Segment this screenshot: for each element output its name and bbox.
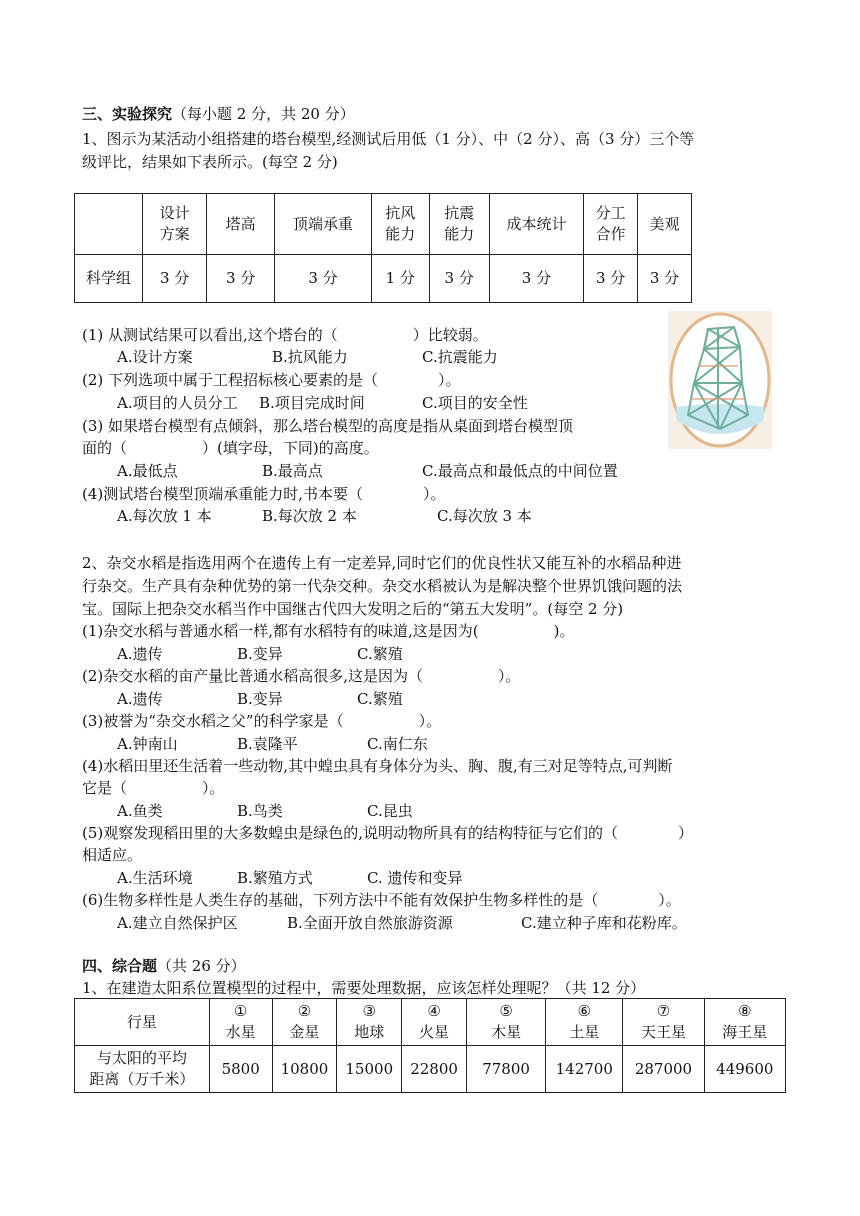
planet-number: ⑧ [738, 1002, 752, 1020]
q1-sub3-options [117, 460, 618, 482]
planet-name: 金星 [289, 1023, 320, 1041]
table-cell: 3 分 [584, 255, 638, 303]
option-b: B.项目完成时间 [259, 394, 365, 412]
q2-sub3: (3)被誉为“杂交水稻之父”的科学家是（ ）。 [82, 712, 442, 730]
table-header-cell [143, 194, 207, 255]
planet-header-cell [402, 999, 467, 1046]
q1-sub2: (2) 下列选项中属于工程招标核心要素的是（ ）。 [82, 371, 461, 389]
option-b: B.最高点 [262, 462, 323, 480]
header-text: 能力 [444, 225, 475, 243]
header-text: 分工 [595, 204, 626, 222]
option-b: B.繁殖方式 [237, 869, 313, 887]
header-text: 塔高 [225, 214, 256, 233]
planet-header-cell [704, 999, 785, 1046]
q1-sub3-line2: 面的（ ）(填字母，下同)的高度。 [82, 439, 379, 457]
option-c: C.每次放 3 本 [437, 507, 532, 525]
q1-sub4-options [117, 505, 532, 527]
option-a: A.项目的人员分工 [117, 394, 238, 412]
option-a: A.每次放 1 本 [117, 507, 212, 525]
distance-value: 5800 [209, 1046, 272, 1093]
planet-number: ⑥ [577, 1002, 591, 1020]
option-c: C.抗震能力 [422, 348, 498, 366]
q1-sub4: (4)测试塔台模型顶端承重能力时,书本要（ ）。 [82, 485, 446, 503]
option-a: A.钟南山 [117, 735, 178, 753]
table-row [75, 255, 692, 303]
q2-sub3-options [117, 733, 428, 755]
planet-name: 土星 [569, 1023, 600, 1041]
header-text: 抗震 [444, 204, 475, 222]
q2-sub1-options [117, 643, 403, 665]
q1-stem-line1: 1、图示为某活动小组搭建的塔台模型,经测试后用低（1 分）、中（2 分）、高（3 分）三个等 [82, 130, 695, 148]
table-header-cell [371, 194, 429, 255]
planet-number: ① [233, 1002, 248, 1020]
q2-sub5-line1: (5)观察发现稻田里的大多数蝗虫是绿色的,说明动物所具有的结构特征与它们的（ ） [82, 824, 694, 842]
section-3-title: 三、实验探究 [82, 105, 173, 123]
q2-sub4-options [117, 800, 413, 822]
table-header-cell [275, 194, 372, 255]
table-header-cell [207, 194, 275, 255]
distance-label-line1: 与太阳的平均 [96, 1049, 187, 1067]
distance-value: 10800 [272, 1046, 337, 1093]
section-3-note: （每小题 2 分，共 20 分） [172, 105, 355, 123]
planet-name: 天王星 [640, 1023, 686, 1041]
option-b: B.鸟类 [237, 802, 283, 820]
table-cell: 3 分 [207, 255, 275, 303]
table-row [75, 1046, 786, 1093]
planet-name: 木星 [491, 1023, 522, 1041]
distance-value: 15000 [337, 1046, 402, 1093]
q2-stem-line2: 行杂交。生产具有杂种优势的第一代杂交种。杂交水稻被认为是解决整个世界饥饿问题的法 [82, 577, 683, 595]
option-b: B.变异 [237, 690, 283, 708]
header-text: 方案 [159, 225, 190, 243]
table-header-cell [489, 194, 584, 255]
table-header-cell [584, 194, 638, 255]
table-header-cell: 行星 [75, 999, 210, 1046]
section-3-heading [82, 103, 355, 125]
q2-stem-line1: 2、杂交水稻是指选用两个在遗传上有一定差异,同时它们的优良性状又能互补的水稻品种进 [82, 554, 682, 572]
section-4-heading [82, 955, 246, 977]
option-a: A.设计方案 [117, 348, 193, 366]
table-cell: 3 分 [489, 255, 584, 303]
q2-sub4-line1: (4)水稻田里还生活着一些动物,其中蝗虫具有身体分为头、胸、腹,有三对足等特点,可判断 [82, 757, 673, 775]
distance-value: 449600 [704, 1046, 785, 1093]
table-cell-empty [75, 194, 143, 255]
q1-sub3-line1: (3) 如果塔台模型有点倾斜，那么塔台模型的高度是指从桌面到塔台模型顶 [82, 417, 574, 435]
header-text: 成本统计 [506, 214, 567, 233]
option-c: C.最高点和最低点的中间位置 [422, 462, 618, 480]
option-a: A.鱼类 [117, 802, 163, 820]
planet-number: ④ [427, 1002, 441, 1020]
planet-name: 火星 [419, 1023, 450, 1041]
planet-number: ② [297, 1002, 312, 1020]
table-cell: 3 分 [638, 255, 692, 303]
planet-header-cell [209, 999, 272, 1046]
planet-number: ⑤ [499, 1002, 513, 1020]
distance-label-line2: 距离（万千米） [89, 1070, 195, 1088]
planet-header-cell [546, 999, 623, 1046]
planet-name: 地球 [354, 1023, 385, 1041]
tower-score-table [74, 193, 692, 303]
option-c: C.项目的安全性 [422, 394, 528, 412]
table-cell: 3 分 [143, 255, 207, 303]
distance-value: 77800 [466, 1046, 545, 1093]
table-cell: 科学组 [75, 255, 143, 303]
q2-sub5-options [117, 867, 462, 889]
header-text: 抗风 [385, 204, 416, 222]
option-b: B.抗风能力 [272, 348, 348, 366]
option-a: A.遗传 [117, 645, 163, 663]
planet-header-cell [623, 999, 704, 1046]
q2-sub4-line2: 它是（ ）。 [82, 779, 225, 797]
option-c: C.昆虫 [367, 802, 413, 820]
header-text: 设计 [159, 204, 190, 222]
q1-sub1: (1) 从测试结果可以看出,这个塔台的（ ）比较弱。 [82, 326, 488, 344]
q2-sub1: (1)杂交水稻与普通水稻一样,都有水稻特有的味道,这是因为( )。 [82, 622, 575, 640]
planet-distance-table [74, 998, 786, 1093]
option-c: C.南仁东 [367, 735, 428, 753]
option-b: B.每次放 2 本 [262, 507, 357, 525]
planet-header-cell [272, 999, 337, 1046]
table-header-cell [429, 194, 489, 255]
table-cell [75, 1046, 210, 1093]
section-4-note: （共 26 分） [157, 957, 246, 975]
q4-1-stem: 1、在建造太阳系位置模型的过程中，需要处理数据，应该怎样处理呢？（共 12 分） [82, 979, 646, 997]
tower-model-picture [668, 311, 772, 449]
q2-sub6-options [117, 912, 687, 934]
option-c: C. 遗传和变异 [367, 869, 463, 887]
option-c: C.繁殖 [357, 690, 403, 708]
planet-name: 海王星 [722, 1023, 768, 1041]
planet-header-cell [337, 999, 402, 1046]
q1-sub1-options [117, 346, 498, 368]
table-header-cell [638, 194, 692, 255]
option-c: C.繁殖 [357, 645, 403, 663]
q1-sub2-options [117, 392, 528, 414]
q1-stem-line2: 级评比，结果如下表所示。(每空 2 分) [82, 153, 338, 171]
header-text: 能力 [385, 225, 416, 243]
option-a: A.最低点 [117, 462, 178, 480]
distance-value: 287000 [623, 1046, 704, 1093]
header-text: 顶端承重 [292, 214, 353, 233]
option-b: B.全面开放自然旅游资源 [287, 914, 453, 932]
q2-sub2: (2)杂交水稻的亩产量比普通水稻高很多,这是因为（ ）。 [82, 667, 521, 685]
option-a: A.生活环境 [117, 869, 193, 887]
option-a: A.遗传 [117, 690, 163, 708]
distance-value: 22800 [402, 1046, 467, 1093]
planet-header-cell [466, 999, 545, 1046]
table-header-row [75, 999, 786, 1046]
table-cell: 3 分 [429, 255, 489, 303]
table-cell: 3 分 [275, 255, 372, 303]
q2-sub5-line2: 相适应。 [82, 846, 143, 864]
option-b: B.变异 [237, 645, 283, 663]
option-b: B.袁隆平 [237, 735, 298, 753]
header-text: 合作 [595, 225, 626, 243]
table-header-row [75, 194, 692, 255]
section-4-title: 四、综合题 [82, 957, 158, 975]
header-text: 美观 [649, 214, 680, 233]
option-c: C.建立种子库和花粉库。 [521, 914, 687, 932]
planet-name: 水星 [225, 1023, 256, 1041]
distance-value: 142700 [546, 1046, 623, 1093]
option-a: A.建立自然保护区 [117, 914, 238, 932]
table-cell: 1 分 [371, 255, 429, 303]
q2-sub6: (6)生物多样性是人类生存的基础，下列方法中不能有效保护生物多样性的是（ ）。 [82, 891, 681, 909]
q2-stem-line3: 宝。国际上把杂交水稻当作中国继古代四大发明之后的“第五大发明”。(每空 2 分) [82, 600, 624, 618]
planet-number: ⑦ [656, 1002, 671, 1020]
planet-number: ③ [362, 1002, 376, 1020]
q2-sub2-options [117, 688, 403, 710]
